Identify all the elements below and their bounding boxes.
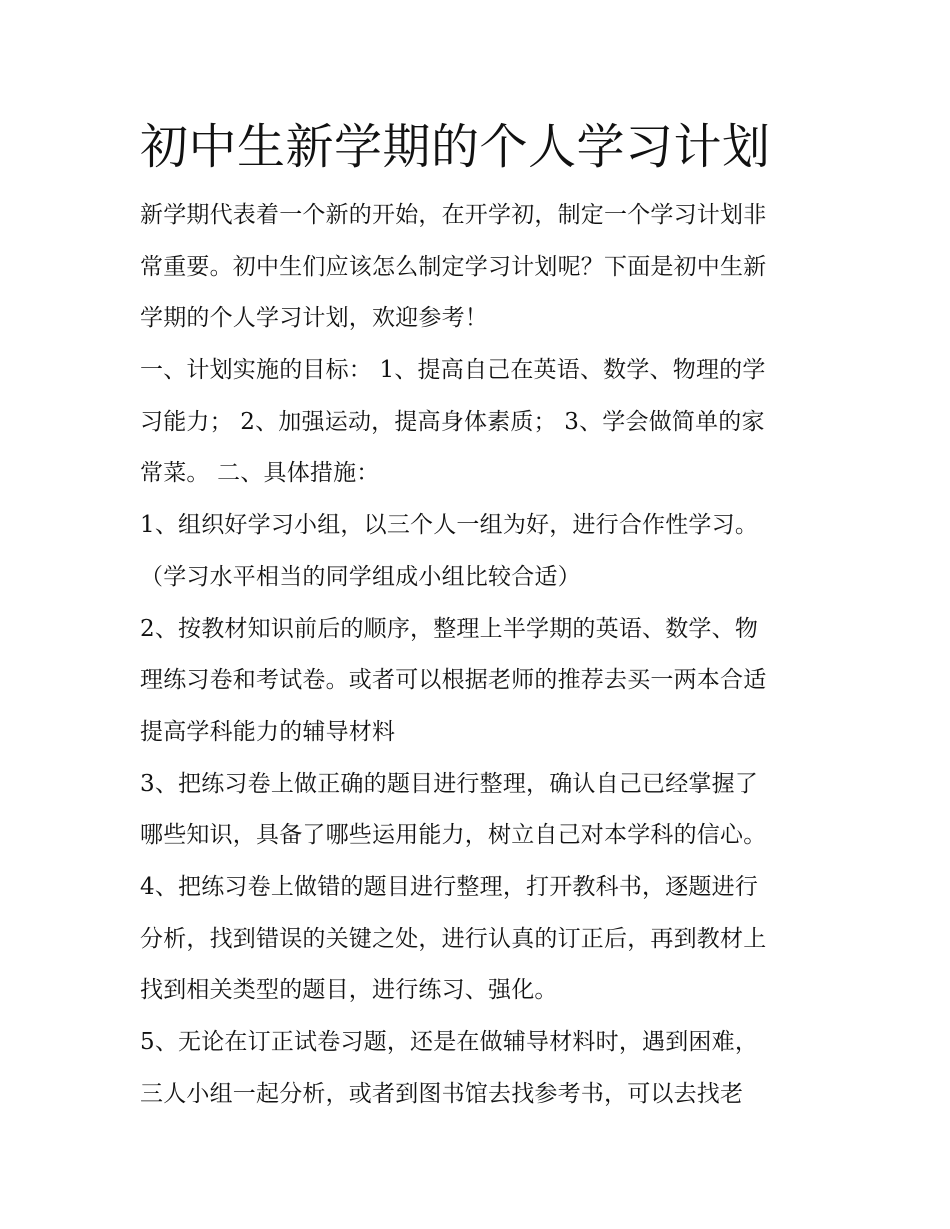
- text-line: 习能力； 2、加强运动，提高身体素质； 3、学会做简单的家: [140, 408, 765, 435]
- text-line: 新学期代表着一个新的开始，在开学初，制定一个学习计划非: [140, 202, 767, 228]
- text-line: 三人小组一起分析，或者到图书馆去找参考书，可以去找老: [140, 1080, 744, 1107]
- text-line: 分析，找到错误的关键之处，进行认真的订正后，再到教材上: [140, 925, 767, 952]
- text-line: 3、把练习卷上做正确的题目进行整理，确认自己已经掌握了: [140, 770, 759, 797]
- text-line: 找到相关类型的题目，进行练习、强化。: [140, 977, 558, 1004]
- document-title: 初中生新学期的个人学习计划: [140, 119, 771, 175]
- text-line: 提高学科能力的辅导材料: [140, 718, 396, 745]
- text-line: 5、无论在订正试卷习题，还是在做辅导材料时，遇到困难，: [140, 1029, 759, 1055]
- text-line: 哪些知识，具备了哪些运用能力，树立自己对本学科的信心。: [140, 822, 767, 849]
- text-line: 理练习卷和考试卷。或者可以根据老师的推荐去买一两本合适: [140, 667, 767, 694]
- text-line: 4、把练习卷上做错的题目进行整理，打开教科书，逐题进行: [140, 873, 759, 900]
- text-line: （学习水平相当的同学组成小组比较合适）: [140, 563, 581, 590]
- text-line: 1、组织好学习小组，以三个人一组为好，进行合作性学习。: [140, 512, 759, 539]
- text-line: 学期的个人学习计划，欢迎参考！: [140, 305, 488, 332]
- document-body: [140, 190, 812, 1120]
- text-line: 常菜。 二、具体措施：: [140, 460, 380, 487]
- text-line: 一、计划实施的目标： 1、提高自己在英语、数学、物理的学: [140, 357, 766, 384]
- text-line: 常重要。初中生们应该怎么制定学习计划呢？下面是初中生新: [140, 253, 767, 280]
- text-line: 2、按教材知识前后的顺序，整理上半学期的英语、数学、物: [140, 615, 759, 642]
